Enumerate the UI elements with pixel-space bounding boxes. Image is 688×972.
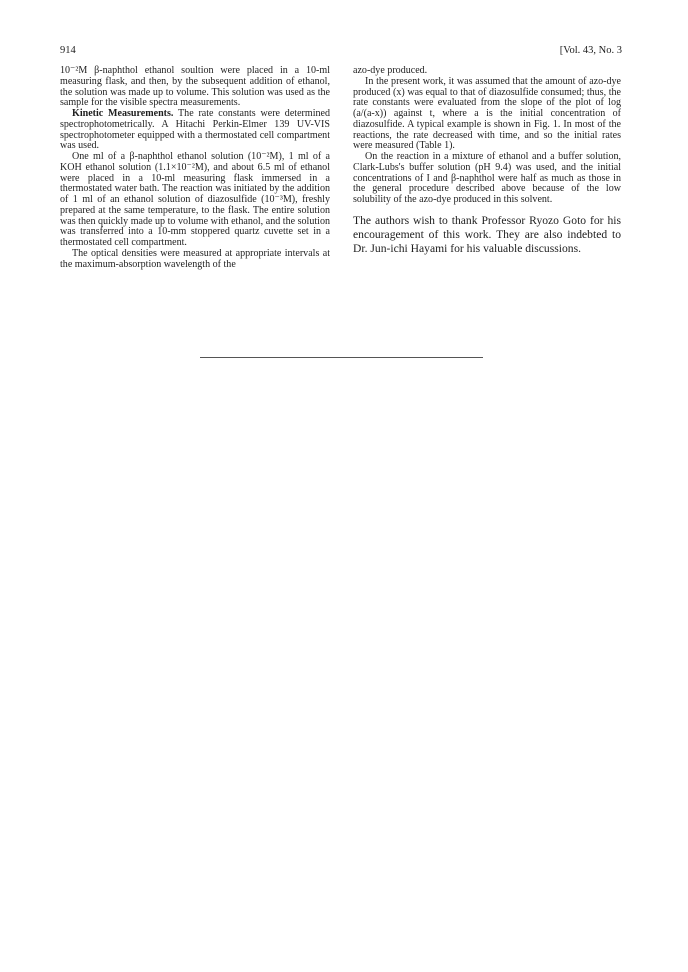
section-heading-kinetic-measurements: Kinetic Measurements. xyxy=(72,108,174,119)
paragraph-kinetic-measurements xyxy=(60,109,330,152)
page-number: 914 xyxy=(60,45,76,56)
paragraph-sample-preparation: 10⁻²M β-naphthol ethanol soultion were placed in a 10-ml measuring flask, and then, by the subsequent addition of ethanol, the solution was made up to volume. This solution was used as the sample for the visible spectra measurements. xyxy=(60,65,330,109)
right-column xyxy=(353,66,621,257)
acknowledgement: The authors wish to thank Professor Ryozo Goto for his encouragement of this work. They are also indebted to Dr. Jun-ichi Hayami for his valuable discussions. xyxy=(353,213,621,256)
paragraph-optical-densities: The optical densities were measured at appropriate intervals at the maximum-absorption wavelength of the xyxy=(60,247,330,270)
paragraph-kinetic-measurements-body: The rate constants were determined spectrophotometrically. A Hitachi Perkin-Elmer 139 UV-VIS spectrophotometer equipped with a thermostated cell compartment was used. xyxy=(60,108,330,152)
volume-issue: [Vol. 43, No. 3 xyxy=(559,45,622,56)
paragraph-azo-dye-continuation: azo-dye produced. xyxy=(353,65,428,76)
paragraph-rate-constants: In the present work, it was assumed that the amount of azo-dye produced (x) was equal to that of diazosulfide consumed; thus, the rate constants were evaluated from the slope of the plot of log (a/(a-x)) against t, where a is the initial concentration of diazosulfide. A typical example is shown in Fig. 1. In most of the reactions, the rate decreased with time, and so the initial rates were measured (Table 1). xyxy=(353,75,621,152)
paragraph-procedure: One ml of a β-naphthol ethanol solution (10⁻²M), 1 ml of a KOH ethanol solution (1.1×10⁻²M), and about 6.5 ml of ethanol were placed in a 10-ml measuring flask immersed in a thermostated water bath. The reaction was initiated by the addition of 1 ml of an ethanol solution of diazosulfide (10⁻³M), freshly prepared at the same temperature, to the flask. The entire solution was then quickly made up to volume with ethanol, and the solution was transferred into a 10-mm stoppered quartz cuvette set in a thermostated cell compartment. xyxy=(60,151,330,248)
page-header xyxy=(60,44,622,58)
end-rule xyxy=(200,357,483,358)
left-column xyxy=(60,66,330,270)
paragraph-buffer-solution: On the reaction in a mixture of ethanol and a buffer solution, Clark-Lubs's buffer solution (pH 9.4) was used, and the initial concentrations of I and β-naphthol were half as much as those in the general procedure described above because of the low solubility of the azo-dye produced in this solvent. xyxy=(353,151,621,205)
